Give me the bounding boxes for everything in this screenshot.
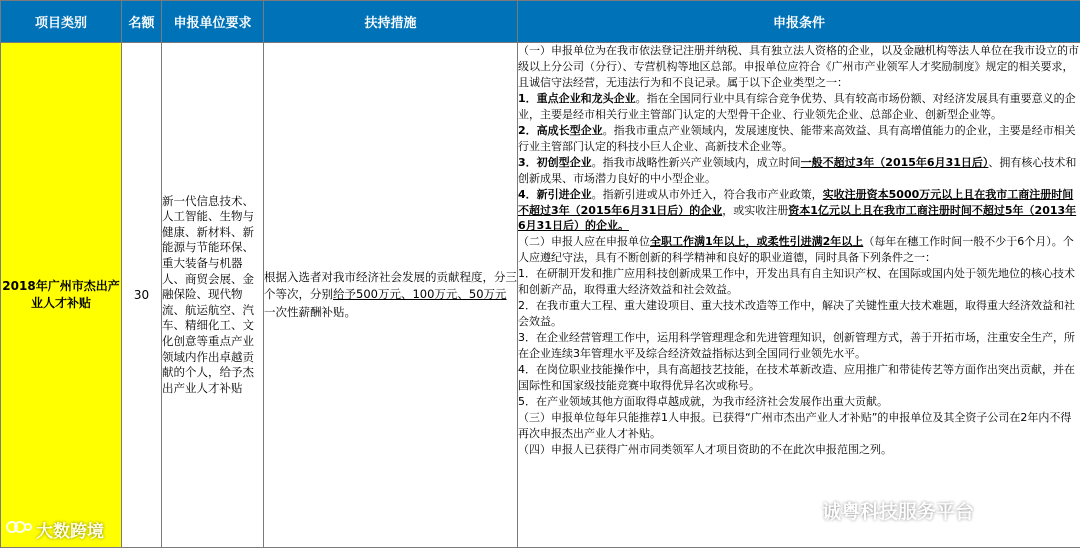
watermark-right	[790, 497, 974, 524]
personal-condition-4: 4．在岗位职业技能操作中，具有高超技艺技能，在技术革新改造、应用推广和带徒传艺等方面作出突出贡献，并在国际性和国家级技能竞赛中取得优异名次或称号。	[518, 363, 1075, 393]
conditions-section-4: （四）申报人已获得广州市同类领军人才项目资助的不在此次申报范围之列。	[518, 442, 892, 456]
header-measures: 扶持措施	[264, 1, 518, 43]
condition-type-3-text-end: 、拥有核心技术和创新成果、市场潜力良好的中小型企业。	[518, 155, 1077, 185]
condition-type-2	[518, 123, 1080, 155]
header-row	[1, 1, 1080, 43]
header-quota: 名额	[122, 1, 162, 43]
personal-condition-3: 3．在企业经营管理工作中，运用科学管理理念和先进管理知识，创新管理方式，善于开拓市场，注重安全生产，所在企业连续3年管理水平及综合经济效益指标达到全国同行业领先水平。	[518, 331, 1075, 361]
condition-type-4-text-mid: ，或实收注册	[722, 203, 789, 217]
project-category-cell: 2018年广州市杰出产业人才补贴	[1, 43, 122, 548]
wechat-icon	[790, 497, 816, 524]
header-conditions: 申报条件	[518, 1, 1080, 43]
header-unit-requirement: 申报单位要求	[162, 1, 264, 43]
condition-type-4-title: 4．新引进企业	[518, 187, 592, 201]
watermark-left	[6, 517, 104, 542]
condition-type-4	[518, 187, 1080, 235]
condition-type-1	[518, 91, 1080, 123]
measures-amounts: 给予500万元、100万元、50万元	[333, 287, 507, 302]
condition-type-3-title: 3．初创型企业	[518, 155, 592, 169]
condition-type-4-highlight-2: 资本1亿元以上且在我市工商注册时间不超过5年（2013年6月31日后）的企业。	[518, 203, 1077, 233]
condition-type-4-text: 。指新引进或从市外迁入，符合我市产业政策，	[591, 187, 823, 201]
table-row	[1, 43, 1080, 548]
condition-type-2-text: 。指我市重点产业领域内，发展速度快、能带来高效益、具有高增值能力的企业，主要是经市相关行业主管部门认定的科技小巨人企业、高新技术企业等。	[518, 123, 1076, 153]
conditions-section-3: （三）申报单位每年只能推荐1人申报。已获得“广州市杰出产业人才补贴”的申报单位及其全资子公司在2年内不得再次申报杰出产业人才补贴。	[518, 410, 1072, 440]
application-conditions-cell	[518, 43, 1080, 548]
measures-text: 根据入选者对我市经济社会发展的贡献程度，分三个等次，分别	[264, 269, 517, 302]
conditions-section-2	[518, 234, 1080, 266]
personal-condition-5: 5．在产业领域其他方面取得卓越成就，为我市经济社会发展作出重大贡献。	[518, 394, 888, 408]
watermark-left-text: 大数跨境	[36, 522, 104, 542]
personal-condition-2: 2．在我市重大工程、重大建设项目、重大技术改造等工作中，解决了关键性重大技术难题，取得重大经济效益和社会效益。	[518, 299, 1075, 329]
brand-logo-icon	[6, 518, 32, 541]
section-2-text: （二）申报人应在申报单位	[518, 235, 650, 249]
watermark-right-text: 诚粤科技服务平台	[822, 501, 975, 523]
condition-type-3-highlight: 一般不超过3年（2015年6月31日后）	[800, 155, 989, 169]
measures-text-end: 一次性薪酬补贴。	[264, 304, 356, 319]
condition-type-4-highlight-1: 实收注册资本5000万元以上且在我市工商注册时间不超过3年（2015年6月31日后）的企业	[518, 187, 1074, 217]
condition-type-3-text: 。指我市战略性新兴产业领域内，成立时间	[591, 155, 801, 169]
support-measures-cell	[264, 43, 518, 548]
condition-type-1-text: 。指在全国同行业中具有综合竞争优势、具有较高市场份额、对经济发展具有重要意义的企业，主要是经市相关行业主管部门认定的大型骨干企业、行业领先企业、总部企业、创新型企业等。	[518, 91, 1076, 121]
table-header	[1, 1, 1080, 43]
unit-requirement-cell: 新一代信息技术、人工智能、生物与健康、新材料、新能源与节能环保、重大装备与机器人、商贸会展、金融保险、现代物流、航运航空、汽车、精细化工、文化创意等重点产业领域内作出卓越贡献的个人，给予杰出产业人才补贴	[162, 43, 264, 548]
condition-type-2-title: 2．高成长型企业	[518, 123, 603, 137]
condition-type-1-title: 1．重点企业和龙头企业	[518, 91, 636, 105]
section-2-highlight: 全职工作满1年以上，或柔性引进满2年以上	[650, 235, 864, 249]
condition-type-3	[518, 155, 1080, 187]
conditions-intro: （一）申报单位为在我市依法登记注册并纳税、具有独立法人资格的企业，以及金融机构等法人单位在我市设立的市级以上分公司（分行）、专营机构等地区总部。申报单位应符合《广州市产业领军人才奖励制度》规定的相关要求，且诚信守法经营，无违法行为和不良记录。属于以下企业类型之一：	[518, 44, 1079, 89]
section-2-text-end: （每年在穗工作时间一般不少于6个月）。个人应遵纪守法，具有不断创新的科学精神和良好的职业道德，同时具备下列条件之一：	[518, 235, 1074, 265]
header-category: 项目类别	[1, 1, 122, 43]
personal-condition-1: 1．在研制开发和推广应用科技创新成果工作中，开发出具有自主知识产权、在国际或国内处于领先地位的核心技术和创新产品，取得重大经济效益和社会效益。	[518, 267, 1075, 297]
quota-cell: 30	[122, 43, 162, 548]
